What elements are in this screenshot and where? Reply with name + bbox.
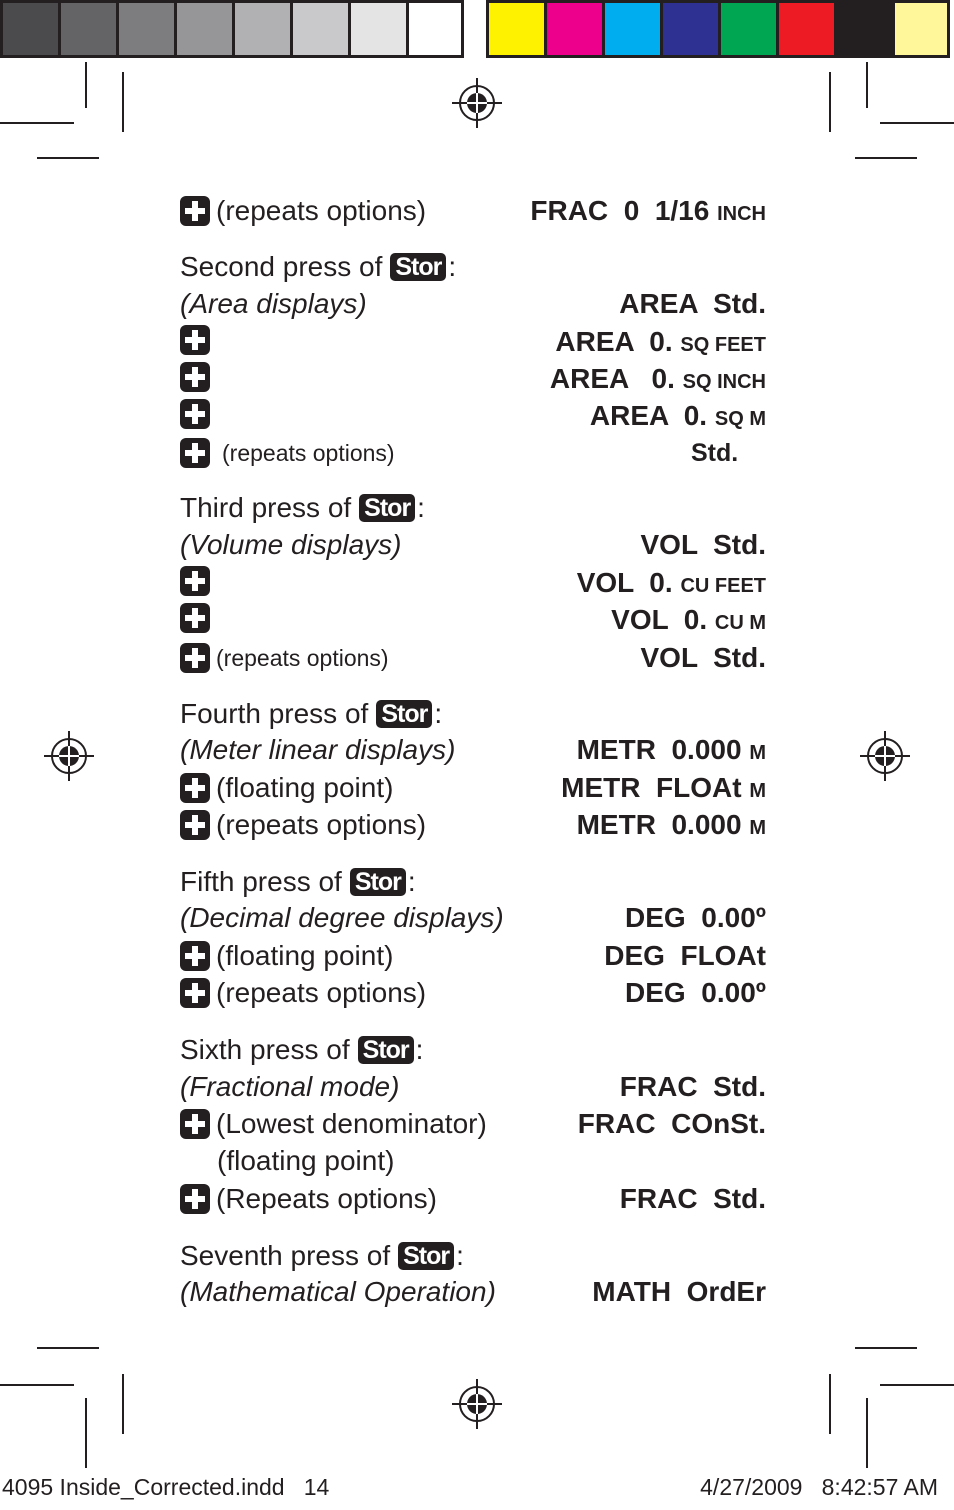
section-heading-text: Fourth press of [180, 698, 369, 729]
colon: : [434, 698, 443, 729]
display-readout: DEG 0.00º [625, 977, 766, 1008]
colon: : [417, 492, 425, 523]
plus-key-icon [180, 399, 210, 429]
display-unit: CU FEET [680, 575, 766, 597]
row-description: (repeats options) [216, 195, 427, 226]
row-description: (Fractional mode) [180, 1071, 400, 1102]
display-readout: DEG FLOAt [604, 940, 766, 971]
display-readout: AREA 0. [589, 400, 708, 431]
stor-key-icon: Stor [390, 253, 446, 281]
display-readout: AREA 0. [549, 363, 675, 394]
display-unit: INCH [717, 203, 766, 225]
row-description: (Mathematical Operation) [180, 1276, 496, 1307]
display-readout: MATH OrdEr [592, 1276, 766, 1307]
display-readout: METR 0.000 [576, 809, 742, 840]
row-description: (Repeats options) [216, 1183, 438, 1214]
stor-key-icon: Stor [376, 700, 432, 728]
stor-key-icon: Stor [359, 494, 415, 522]
colon: : [448, 251, 457, 282]
section-heading-text: Second press of [180, 251, 383, 282]
display-unit: M [749, 780, 766, 802]
display-readout: Std. [691, 439, 766, 467]
plus-key-icon [180, 196, 210, 226]
row-description: (repeats options) [216, 809, 427, 840]
stor-key-icon: Stor [350, 868, 406, 896]
display-unit: CU M [714, 612, 766, 634]
footer-file-name: 4095 Inside_Corrected.indd 14 [2, 1474, 330, 1500]
display-readout: AREA 0. [555, 326, 673, 357]
colon: : [415, 1034, 424, 1065]
plus-key-icon [180, 603, 210, 633]
display-readout: FRAC 0 1/16 [530, 195, 710, 226]
section-heading-text: Sixth press of [180, 1034, 350, 1065]
plus-key-icon [180, 773, 210, 803]
plus-key-icon [180, 1109, 210, 1139]
plus-key-icon [180, 566, 210, 596]
row-description: (Lowest denominator) [216, 1108, 487, 1139]
display-readout: METR FLOAt [561, 772, 742, 803]
footer-timestamp: 4/27/2009 8:42:57 AM [700, 1474, 938, 1500]
stor-key-icon: Stor [358, 1036, 414, 1064]
section-heading-text: Fifth press of [180, 866, 342, 897]
section-heading-text: Seventh press of [180, 1240, 391, 1271]
plus-key-icon [180, 643, 210, 673]
row-description: (floating point) [216, 772, 394, 803]
display-readout: FRAC Std. [619, 1071, 766, 1102]
plus-key-icon [180, 362, 210, 392]
display-readout: FRAC Std. [619, 1183, 766, 1214]
row-description: (floating point) [216, 940, 394, 971]
row-description: (Area displays) [180, 288, 367, 319]
display-readout: FRAC COnSt. [577, 1108, 766, 1139]
colon: : [407, 866, 416, 897]
display-readout: VOL Std. [640, 642, 766, 673]
display-unit: SQ INCH [682, 371, 766, 393]
display-readout: DEG 0.00º [625, 902, 766, 933]
display-unit: SQ FEET [680, 334, 766, 356]
plus-key-icon [180, 1184, 210, 1214]
colon: : [456, 1240, 464, 1271]
display-unit: SQ M [714, 408, 766, 430]
display-readout: AREA Std. [619, 288, 766, 319]
display-readout: VOL 0. [576, 567, 673, 598]
row-description: (Decimal degree displays) [180, 902, 504, 933]
plus-key-icon [180, 325, 210, 355]
display-unit: M [749, 742, 766, 764]
row-description: (repeats options) [222, 440, 395, 466]
stor-key-icon: Stor [398, 1242, 454, 1270]
plus-key-icon [180, 438, 210, 468]
section-heading-text: Third press of [180, 492, 352, 523]
plus-key-icon [180, 941, 210, 971]
plus-key-icon [180, 810, 210, 840]
display-unit: M [749, 817, 766, 839]
row-description: (Meter linear displays) [180, 734, 456, 765]
row-description: (repeats options) [216, 977, 427, 1008]
display-readout: METR 0.000 [576, 734, 742, 765]
plus-key-icon [180, 978, 210, 1008]
row-description: (Volume displays) [180, 529, 402, 560]
row-description: (repeats options) [216, 645, 389, 671]
row-description: (floating point) [217, 1145, 395, 1176]
display-readout: VOL 0. [611, 604, 708, 635]
display-readout: VOL Std. [640, 529, 766, 560]
